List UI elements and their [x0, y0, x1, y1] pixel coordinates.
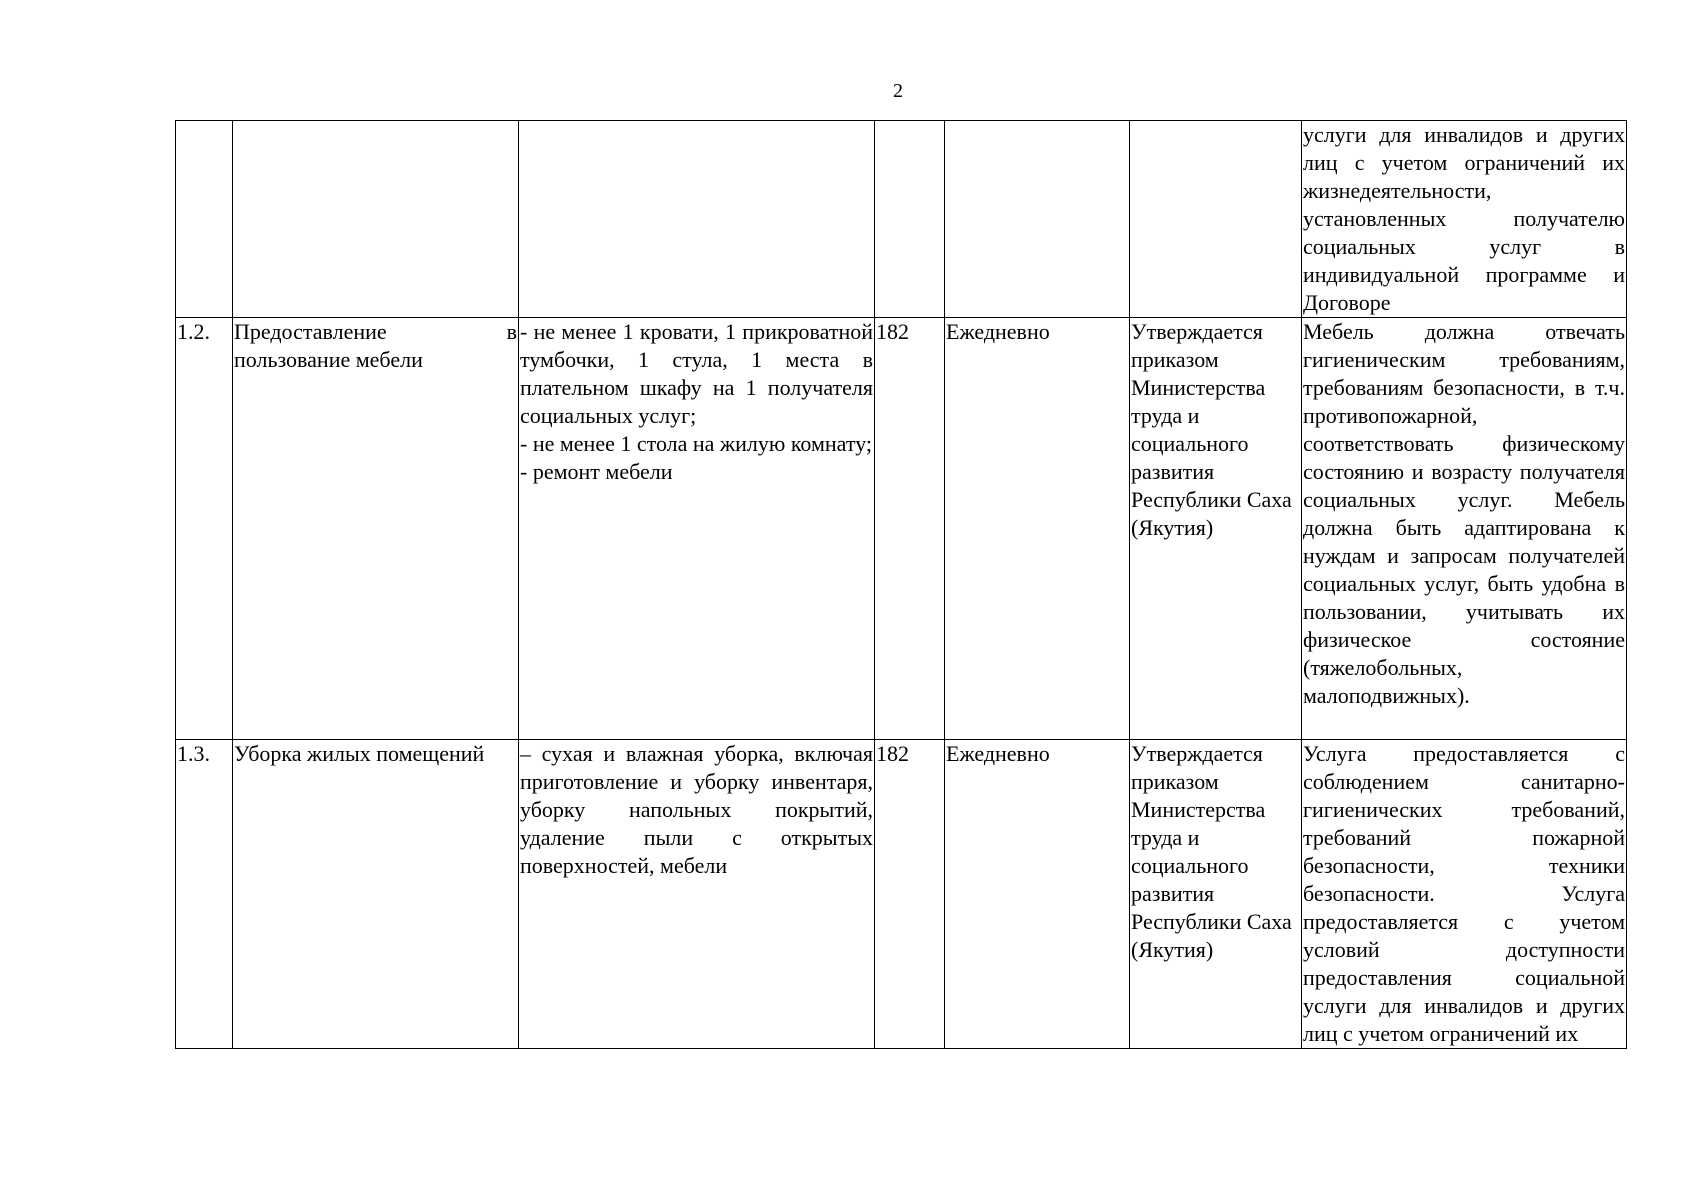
service-frequency-cell: Ежедневно: [945, 318, 1130, 740]
row-number-cell: 1.2.: [176, 318, 233, 740]
service-code-cell: [875, 121, 945, 318]
service-frequency-cell: Ежедневно: [945, 740, 1130, 1049]
service-conditions-cell: Мебель должна отвечать гигиеническим требованиям, требованиям безопасности, в т.ч. противопожарной, соответствовать физическому состоянию и возрасту получателя социальных услуг. Мебель должна быть адаптирована к нуждам и запросам получателей социальных услуг, быть удобна в пользовании, учитывать их физическое состояние (тяжелобольных, малоподвижных).: [1302, 318, 1627, 740]
service-conditions-cell: услуги для инвалидов и других лиц с учетом ограничений их жизнедеятельности, установленных получателю социальных услуг в индивидуальной программе и Договоре: [1302, 121, 1627, 318]
service-frequency-cell: [945, 121, 1130, 318]
service-name-cell: [233, 121, 519, 318]
service-description-cell: [519, 121, 875, 318]
description-item: - не менее 1 стола на жилую комнату;: [520, 431, 873, 456]
table-row: [176, 740, 1627, 1049]
services-table: [175, 120, 1627, 1049]
service-price-cell: Утверждается приказом Министерства труда и социального развития Республики Саха (Якутия): [1130, 740, 1302, 1049]
table-row: [176, 121, 1627, 318]
row-number-cell: [176, 121, 233, 318]
service-name-cell: Предоставление в пользование мебели: [233, 318, 519, 740]
service-conditions-cell: Услуга предоставляется с соблюдением санитарно-гигиенических требований, требований пожарной безопасности, техники безопасности. Услуга предоставляется с учетом условий доступности предоставления социальной услуги для инвалидов и других лиц с учетом ограничений их: [1302, 740, 1627, 1049]
service-price-cell: [1130, 121, 1302, 318]
service-code-cell: 182: [875, 318, 945, 740]
row-number-cell: 1.3.: [176, 740, 233, 1049]
service-description-cell: – сухая и влажная уборка, включая приготовление и уборку инвентаря, уборку напольных покрытий, удаление пыли с открытых поверхностей, мебели: [519, 740, 875, 1049]
service-description-cell: [519, 318, 875, 740]
service-price-cell: Утверждается приказом Министерства труда и социального развития Республики Саха (Якутия): [1130, 318, 1302, 740]
service-name-cell: Уборка жилых помещений: [233, 740, 519, 1049]
table-row: [176, 318, 1627, 740]
service-code-cell: 182: [875, 740, 945, 1049]
description-item: - ремонт мебели: [520, 459, 673, 484]
page-number: 2: [893, 80, 903, 102]
description-item: - не менее 1 кровати, 1 прикроватной тумбочки, 1 стула, 1 места в плательном шкафу на 1 получателя социальных услуг;: [520, 319, 873, 428]
